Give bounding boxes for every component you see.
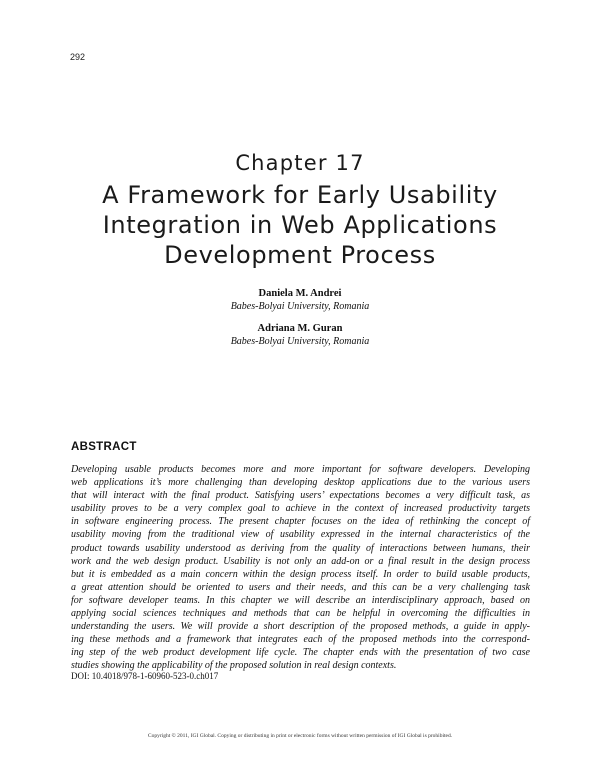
chapter-title [50, 180, 550, 270]
author-block [0, 322, 600, 348]
abstract-line: understanding the users. We will provide a short description of the proposed methods, a guide in apply- [71, 621, 530, 633]
abstract-line: Developing usable products becomes more and more important for software developers. Developing [71, 464, 530, 475]
abstract-line: that will interact with the final product. Satisfying users’ expectations becomes a very difficult task, as [71, 490, 530, 502]
author-name: Adriana M. Guran [257, 323, 343, 334]
author-affiliation: Babes-Bolyai University, Romania [230, 336, 370, 347]
abstract-line: product towards usability understood as deriving from the quality of interactions between humans, their [71, 542, 530, 554]
abstract-line: usability moving from the traditional view of usability expressed in the internal characteristics of the [71, 529, 530, 541]
abstract-line: web applications it’s more challenging than developing desktop applications due to the various users [71, 477, 530, 489]
author-name: Daniela M. Andrei [258, 288, 342, 299]
abstract-line: in software engineering process. The present chapter focuses on the idea of rethinking the concept of [71, 516, 530, 528]
abstract-line: ing these methods and a framework that integrates each of the proposed methods into the correspond- [71, 634, 530, 646]
abstract-line: for software developer teams. In this chapter we will describe an interdisciplinary approach, based on [71, 594, 530, 606]
chapter-label: Chapter 17 [235, 151, 365, 175]
chapter-title-line: A Framework for Early Usability [102, 181, 498, 209]
abstract-line: work and the web design product. Usability is not only an add-on or a final result in the design process [71, 555, 530, 567]
doi: DOI: 10.4018/978-1-60960-523-0.ch017 [71, 671, 219, 681]
abstract-line: studies showing the applicability of the proposed solution in real design contexts. [71, 660, 397, 672]
author-block [0, 287, 600, 313]
page-number: 292 [70, 52, 86, 62]
author-affiliation: Babes-Bolyai University, Romania [230, 301, 370, 312]
abstract-line: but it is embedded as a main concern within the design process itself. In order to build usable products, [71, 568, 530, 580]
copyright-notice: Copyright © 2011, IGI Global. Copying or distributing in print or electronic forms without written permission of IGI Global is prohibited. [147, 733, 453, 739]
chapter-title-line: Integration in Web Applications [102, 211, 498, 239]
abstract-heading: ABSTRACT [71, 441, 137, 453]
abstract-line: usability proves to be a very complex goal to achieve in the context of increased productivity targets [71, 503, 530, 515]
abstract-body [71, 463, 530, 673]
chapter-title-line: Development Process [164, 241, 436, 269]
abstract-line: ing step of the web product development life cycle. The chapter ends with the presentation of two case [71, 647, 530, 659]
abstract-line: a great attention should be oriented to users and their needs, and this can be a very challenging task [71, 581, 530, 593]
abstract-line: applying social sciences techniques and methods that can be helpful in overcoming the difficulties in [71, 608, 530, 620]
